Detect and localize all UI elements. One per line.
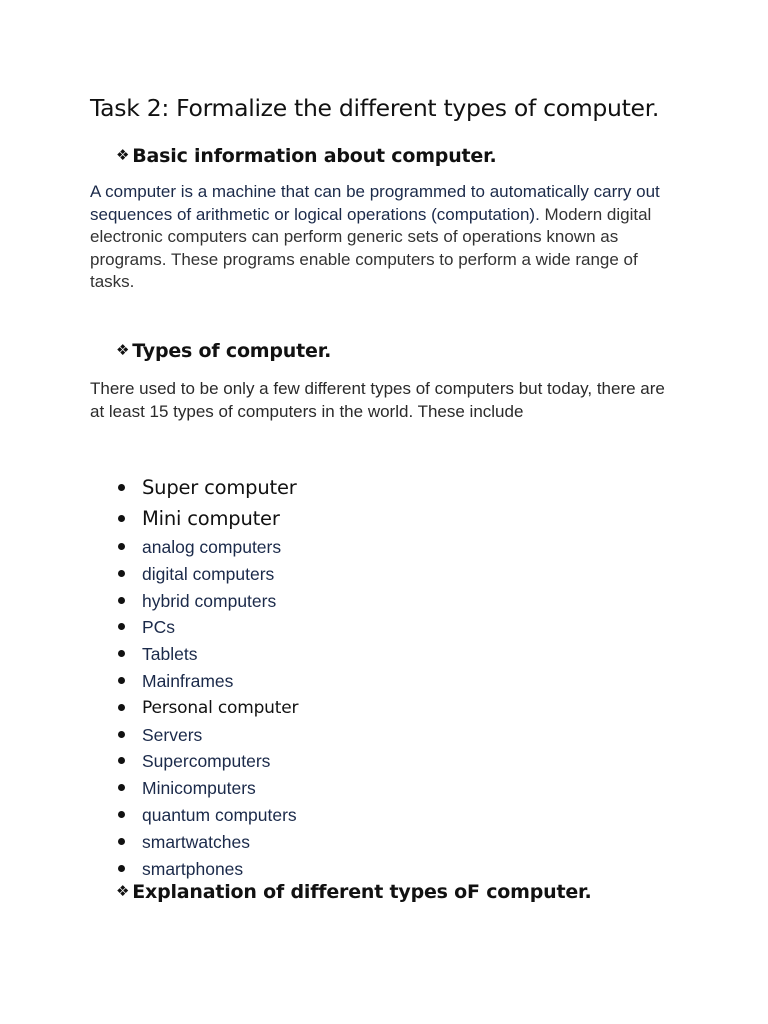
page-title: Task 2: Formalize the different types of computer.	[90, 94, 660, 122]
section-heading-types	[116, 340, 331, 362]
section-heading-text: Basic information about computer.	[132, 145, 497, 167]
list-item: Supercomputers	[116, 748, 298, 775]
list-item: Servers	[116, 722, 298, 749]
section-heading-basic-info	[116, 145, 497, 167]
basic-info-paragraph	[90, 181, 680, 294]
list-item: digital computers	[116, 561, 298, 588]
list-item: Super computer	[116, 472, 298, 503]
list-item: Mini computer	[116, 503, 298, 534]
paragraph-continuation: Modern digital electronic computers can perform generic sets of operations known as programs. These programs enable computers to perform a wide range of tasks.	[90, 204, 652, 291]
diamond-bullet-icon: ❖	[116, 146, 130, 164]
list-item: Mainframes	[116, 668, 298, 695]
computer-types-list	[116, 472, 298, 882]
list-item: Tablets	[116, 641, 298, 668]
section-heading-text: Explanation of different types oF computer.	[132, 881, 592, 903]
section-heading-explanation	[116, 881, 592, 903]
list-item: smartphones	[116, 856, 298, 883]
list-item: quantum computers	[116, 802, 298, 829]
list-item: PCs	[116, 614, 298, 641]
diamond-bullet-icon: ❖	[116, 341, 130, 359]
list-item: analog computers	[116, 534, 298, 561]
list-item: hybrid computers	[116, 588, 298, 615]
types-intro-paragraph: There used to be only a few different types of computers but today, there are at least 15 types of computers in the world. These include	[90, 379, 665, 421]
section-heading-text: Types of computer.	[132, 340, 332, 362]
definition-sentence: A computer is a machine that can be programmed to automatically carry out sequences of arithmetic or logical operations (computation).	[90, 182, 660, 224]
list-item: Personal computer	[116, 695, 298, 722]
list-item: Minicomputers	[116, 775, 298, 802]
list-item: smartwatches	[116, 829, 298, 856]
diamond-bullet-icon: ❖	[116, 882, 130, 900]
